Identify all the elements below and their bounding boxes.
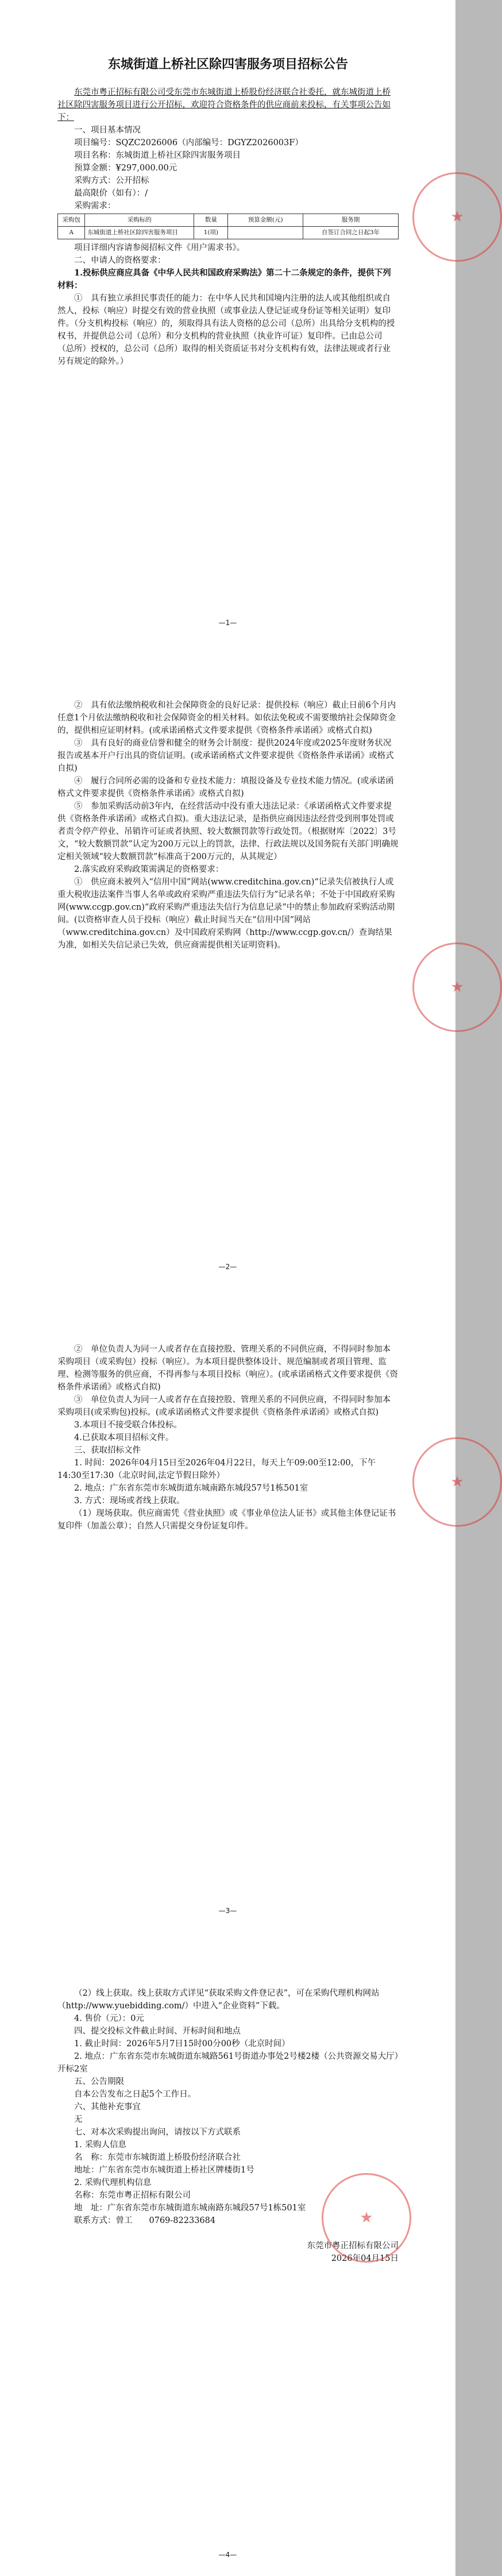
page-number: —2— bbox=[218, 1263, 237, 1271]
other-matters: 无 bbox=[74, 2115, 83, 2124]
section-7-heading: 七、对本次采购提出询问，请按以下方式联系 bbox=[74, 2128, 241, 2137]
buyer-info-heading: 1. 采购人信息 bbox=[74, 2140, 126, 2150]
acquire-onsite: （1）现场获取。供应商需凭《营业执照》或《事业单位法人证书》或其他主体登记证书复印件（加盖公章）；自然人只需提交身份证复印件。 bbox=[57, 1509, 396, 1531]
requirement-2-1: ① 供应商未被列入“信用中国”网站(www.creditchina.gov.cn)“记录失信被执行人或重大税收违法案件当事人名单或政府采购严重违法失信行为”记录名单；不处于中国政府采购网(www.ccgp.gov.cn)“政府采购严重违法失信行为信息记录”中的禁止参加政府采购活动期间。(以资格审查人员于投标（响应）截止时间当天在“信用中国”网站（www.creditchina.gov.cn）及中国政府采购网（http://www.ccgp.gov.cn/）查询结果为准，如相关失信记录已失效，供应商需提供相关证明资料)。 bbox=[57, 878, 395, 950]
notice-period: 自本公告发布之日起5个工作日。 bbox=[74, 2090, 196, 2099]
section-1-heading: 一、项目基本情况 bbox=[74, 126, 141, 135]
page-1-content bbox=[57, 56, 399, 368]
page-2-content bbox=[57, 699, 399, 952]
table-cell: 东城街道上桥社区除四害服务项目 bbox=[85, 227, 194, 239]
buyer-name: 名 称：东莞市东城街道上桥股份经济联合社 bbox=[74, 2153, 241, 2162]
submission-deadline: 1. 截止时间：2026年5月7日15时00分00秒（北京时间） bbox=[74, 2039, 290, 2049]
opening-place: 2. 地点：广东省东莞市东城街道东城路561号街道办事处2号楼2楼（公共资源交易大厅）开标2室 bbox=[57, 2052, 399, 2074]
requirement-1-2: ② 具有依法缴纳税收和社会保障资金的良好记录：提供投标（响应）截止日前6个月内任意1个月依法缴纳税收和社会保障资金的相关材料。如依法免税或不需要缴纳社会保障资金的，提供相应证明材料。(或承诺函格式文件要求提供《资格条件承诺函》或格式自拟) bbox=[57, 701, 396, 735]
page-3 bbox=[0, 1288, 464, 1932]
max-price: 最高限价（如有）：/ bbox=[74, 189, 148, 198]
project-number: 项目编号：SQZC2026006（内部编号：DGYZ2026003F） bbox=[74, 138, 303, 148]
requirement-1-3: ③ 具有良好的商业信誉和健全的财务会计制度：提供2024年度或2025年度财务状况报告或基本开户行出具的资信证明。(或承诺函格式文件要求提供《资格条件承诺函》或格式自拟) bbox=[57, 739, 394, 773]
table-row bbox=[58, 227, 399, 239]
table-cell: A bbox=[58, 227, 85, 239]
budget-amount: 预算金额：¥297,000.00元 bbox=[74, 164, 177, 173]
requirement-2-2: ② 单位负责人为同一人或者存在直接控股、管理关系的不同供应商，不得同时参加本采购项目（或采购包）投标（响应）。为本项目提供整体设计、规范编制或者项目管理、监理、检测等服务的供应商，不得再参与本项目投标（响应）。(或承诺函格式文件要求提供《资格条件承诺函》或格式自拟) bbox=[57, 1345, 398, 1392]
table-header: 预算金额(元) bbox=[228, 214, 303, 227]
document-price: 4. 售价（元）：0元 bbox=[74, 2014, 144, 2023]
table-cell bbox=[228, 227, 303, 239]
agent-name: 名称：东莞市粤正招标有限公司 bbox=[74, 2191, 191, 2200]
requirement-4: 4.已获取本项目招标文件。 bbox=[74, 1433, 174, 1442]
acquire-place: 2. 地点：广东省东莞市东城街道东城南路东城段57号1栋501室 bbox=[74, 1484, 308, 1493]
requirement-3: 3.本项目不接受联合体投标。 bbox=[74, 1421, 182, 1430]
document-title: 东城街道上桥社区除四害服务项目招标公告 bbox=[107, 57, 348, 72]
official-seal bbox=[412, 1437, 502, 1527]
table-cell: 1(项) bbox=[194, 227, 228, 239]
table-header: 采购包 bbox=[58, 214, 85, 227]
acquire-online: （2）线上获取。线上获取方式详见“获取采购文件登记表”，可在采购代理机构网站（http://www.yuebidding.com/）中进入“企业资料”下载。 bbox=[57, 1989, 380, 2011]
section-3-heading: 三、获取招标文件 bbox=[74, 1446, 141, 1455]
table-header-row bbox=[58, 214, 399, 227]
page-4 bbox=[0, 1932, 455, 2576]
table-header: 服务期 bbox=[303, 214, 398, 227]
section-2-heading: 二、申请人的资格要求： bbox=[74, 256, 166, 265]
seal-star-icon: ★ bbox=[450, 1473, 464, 1491]
agent-contact: 联系方式：曾工 0769-82233684 bbox=[74, 2216, 216, 2225]
page-3-content bbox=[57, 1343, 399, 1533]
signature-company: 东莞市粤正招标有限公司 bbox=[307, 2241, 399, 2251]
page-number: —4— bbox=[218, 2551, 237, 2559]
requirement-2-title: 2.落实政府采购政策需满足的资格要求： bbox=[74, 865, 224, 874]
official-seal bbox=[412, 172, 502, 262]
requirement-2-3: ③ 单位负责人为同一人或者存在直接控股、管理关系的不同供应商，不得同时参加本采购项目(或采购包)投标。(或承诺函格式文件要求提供《资格条件承诺函》或格式自拟) bbox=[57, 1395, 391, 1417]
procurement-method: 采购方式：公开招标 bbox=[74, 176, 149, 185]
project-detail-note: 项目详细内容请参阅招标文件《用户需求书》。 bbox=[74, 243, 245, 253]
agent-info-heading: 2. 采购代理机构信息 bbox=[74, 2178, 152, 2187]
project-name: 项目名称：东城街道上桥社区除四害服务项目 bbox=[74, 151, 241, 160]
seal-star-icon: ★ bbox=[450, 979, 464, 996]
intro-paragraph: 东莞市粤正招标有限公司受东莞市东城街道上桥股份经济联合社委托，就东城街道上桥社区除四害服务项目进行公开招标，欢迎符合资格条件的供应商前来投标，有关事项公告如下： bbox=[57, 88, 391, 122]
requirement-1-4: ④ 履行合同所必需的设备和专业技术能力：填报设备及专业技术能力情况。(或承诺函格式文件要求提供《资格条件承诺函》或格式自拟) bbox=[57, 777, 394, 798]
page-number: —3— bbox=[218, 1907, 237, 1915]
company-seal bbox=[322, 2173, 411, 2263]
seal-star-icon: ★ bbox=[360, 2209, 373, 2226]
table-cell: 自签订合同之日起3年 bbox=[303, 227, 398, 239]
requirement-1-1: ① 具有独立承担民事责任的能力：在中华人民共和国境内注册的法人或其他组织或自然人，投标（响应）时提交有效的营业执照（或事业法人登记证或身份证等相关证明）复印件。（分支机构投标（响应）的，须取得具有法人资格的总公司（总所）出具给分支机构的授权书，并提供总公司（总所）和分支机构的营业执照（执业许可证）复印件。已由总公司（总所）授权的，总公司（总所）取得的相关资质证书对分支机构有效，法律法规或者行业另有规定的除外。） bbox=[57, 294, 395, 366]
seal-star-icon: ★ bbox=[450, 208, 464, 226]
acquire-time: 1. 时间：2026年04月15日至2026年04月22日，每天上午09:00至12:00，下午14:30至17:30（北京时间,法定节假日除外） bbox=[57, 1458, 376, 1480]
procurement-requirement: 采购需求： bbox=[74, 201, 116, 211]
section-5-heading: 五、公告期限 bbox=[74, 2077, 124, 2086]
requirement-1-title: 1.投标供应商应具备《中华人民共和国政府采购法》第二十二条规定的条件，提供下列材料： bbox=[57, 268, 391, 290]
section-6-heading: 六、其他补充事宜 bbox=[74, 2102, 141, 2112]
page-2 bbox=[0, 644, 464, 1288]
procurement-table bbox=[57, 214, 399, 239]
agent-address: 地 址：广东省东莞市东城街道东城南路东城段57号1栋501室 bbox=[74, 2203, 306, 2213]
buyer-address: 地址：广东省东莞市东城街道上桥社区牌楼街1号 bbox=[74, 2166, 254, 2175]
acquire-mode: 3. 方式：现场或者线上获取。 bbox=[74, 1496, 185, 1506]
requirement-1-5: ⑤ 参加采购活动前3年内，在经营活动中没有重大违法记录：《承诺函格式文件要求提供《资格条件承诺函》或格式自拟)。重大违法记录，是指供应商因违法经营受到刑事处罚或者责令停产停业、吊销许可证或者执照、较大数额罚款等行政处罚。（根据财库〔2022〕3号文，“较大数额罚款”认定为200万元以上的罚款，法律、行政法规以及国务院有关部门明确规定相关领域“较大数额罚款”标准高于200万元的，从其规定） bbox=[57, 802, 399, 862]
page-1 bbox=[0, 0, 464, 644]
signature-date: 2026年04月15日 bbox=[331, 2254, 399, 2263]
section-4-heading: 四、提交投标文件截止时间、开标时间和地点 bbox=[74, 2027, 241, 2036]
page-number: —1— bbox=[218, 619, 237, 627]
official-seal bbox=[412, 942, 502, 1032]
table-header: 采购标的 bbox=[85, 214, 194, 227]
table-header: 数量 bbox=[194, 214, 228, 227]
